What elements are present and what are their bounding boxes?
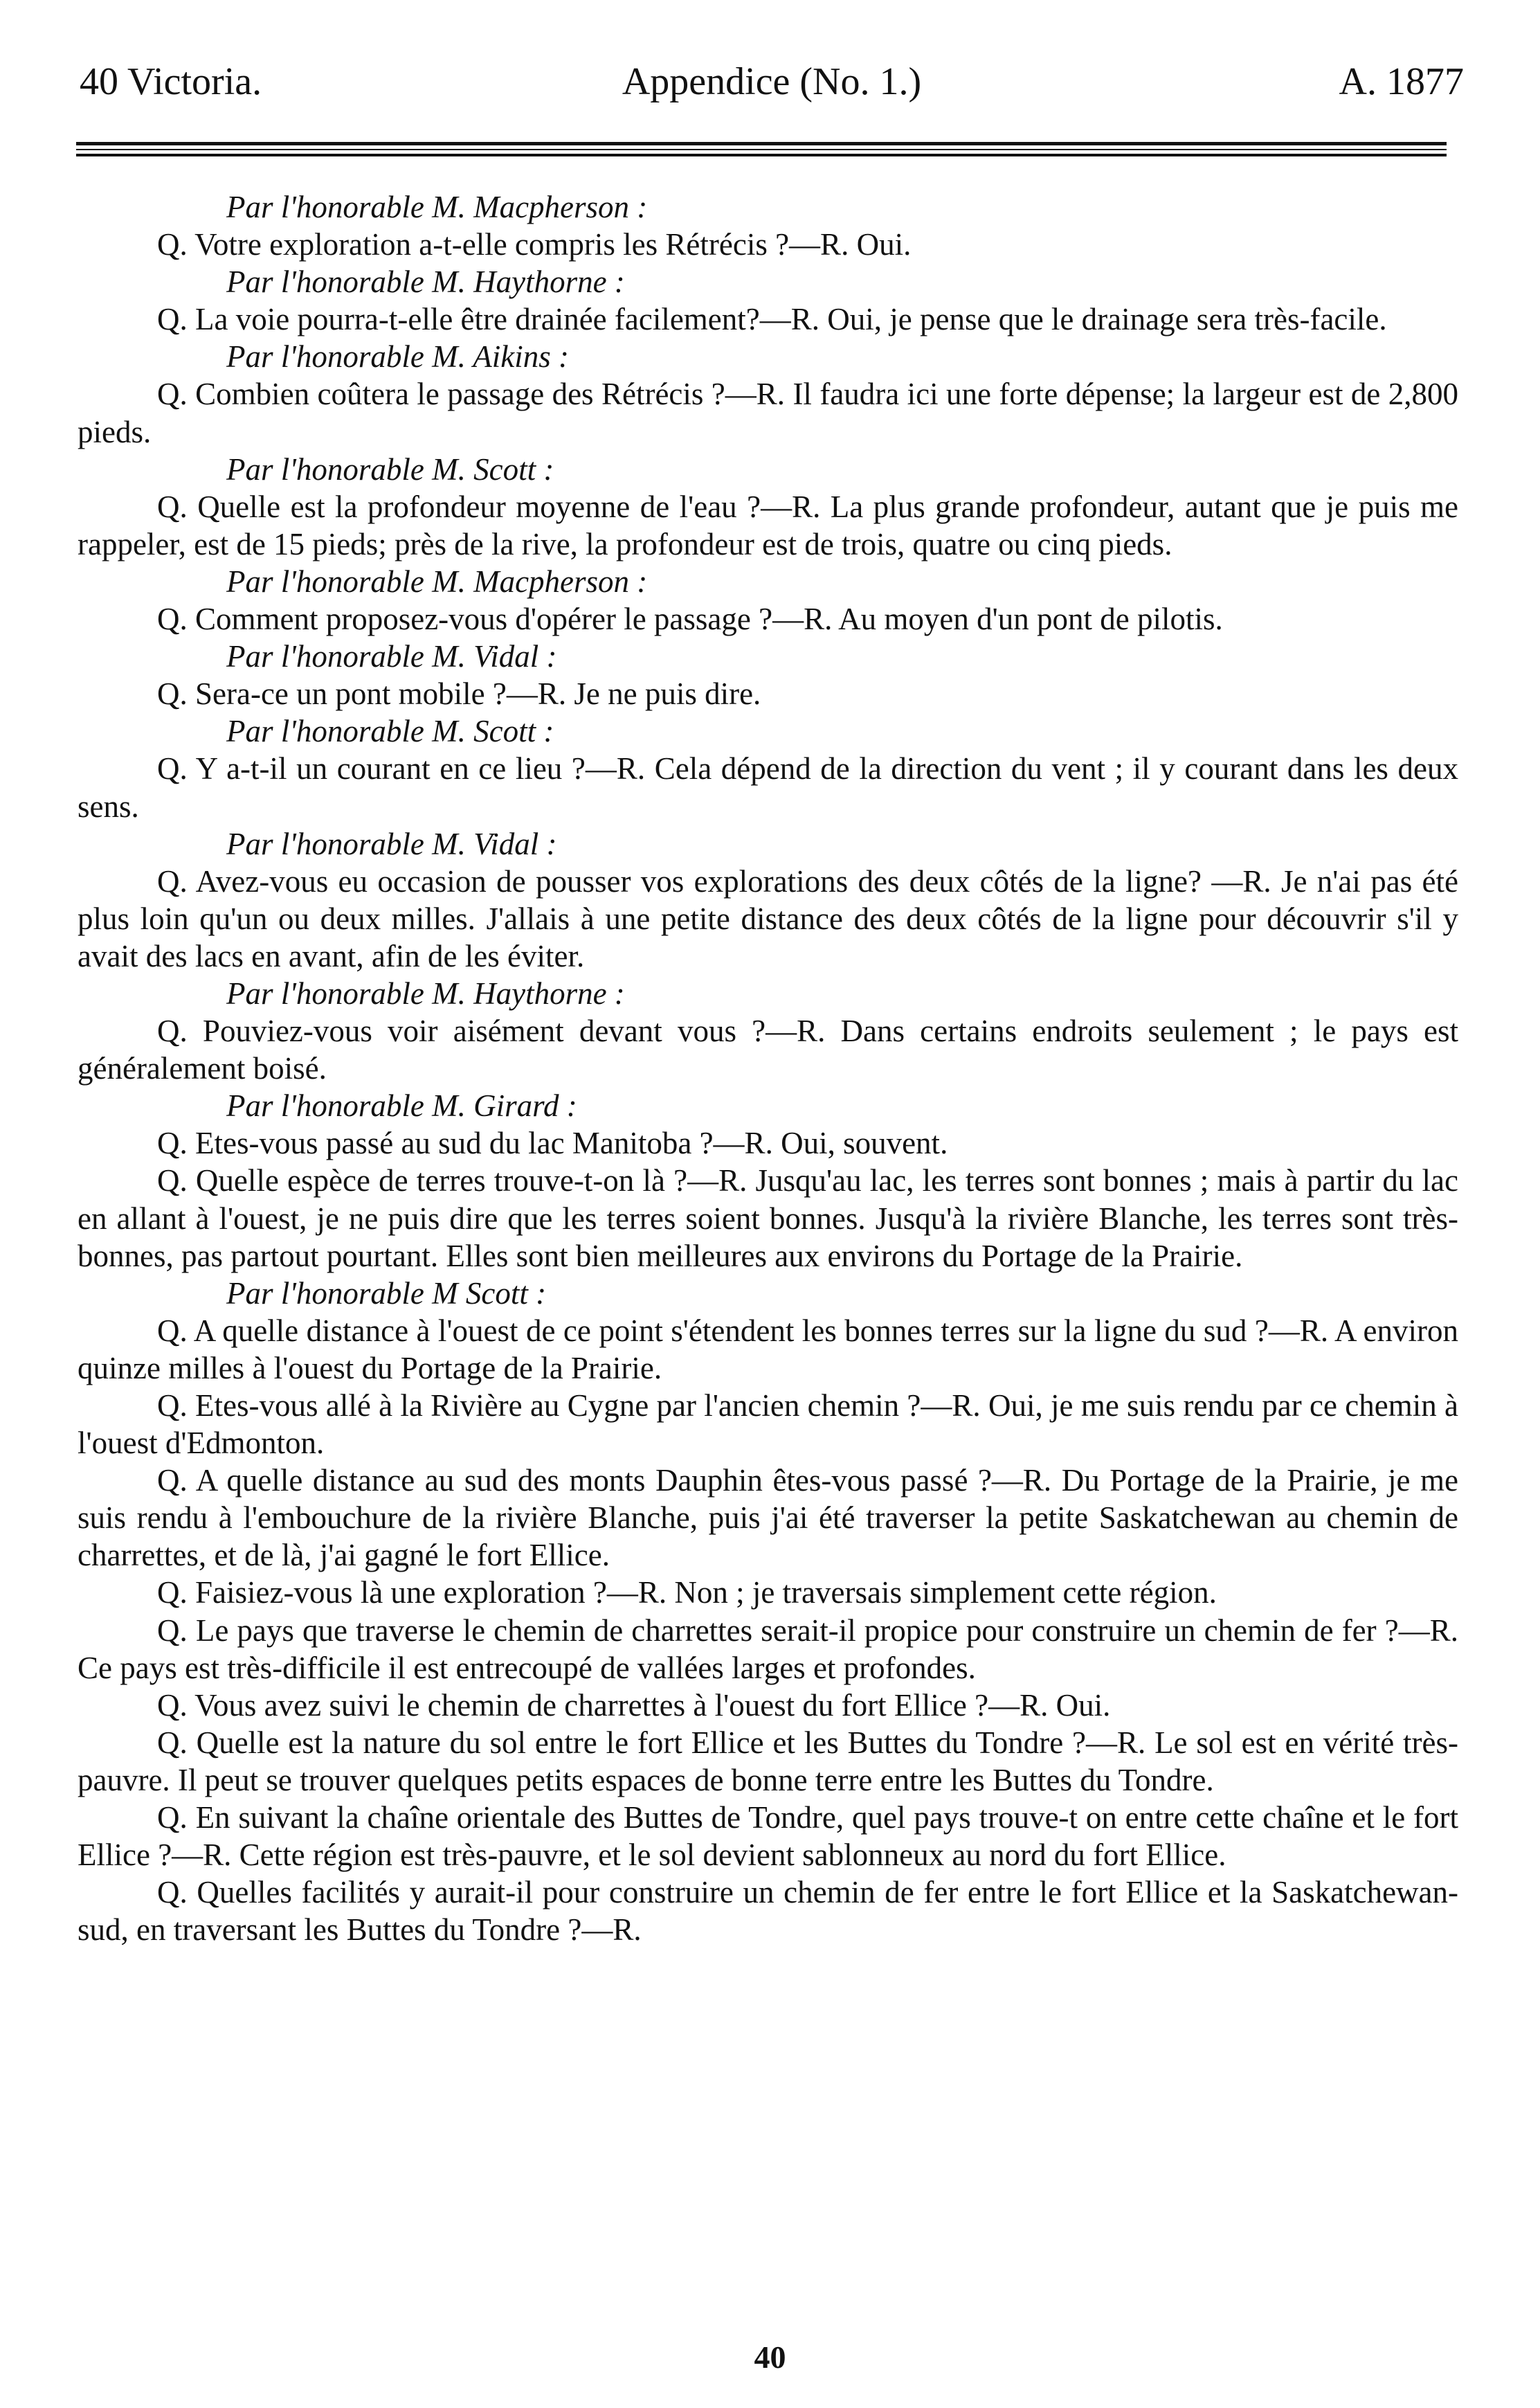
question-answer: Q. Quelle est la nature du sol entre le fort Ellice et les Buttes du Tondre ?—R. Le sol est en vérité très-pauvre. Il peut se trouver quelques petits espaces de bonne terre entre les Buttes du Tondre.	[78, 1725, 1458, 1797]
question-answer: Q. A quelle distance à l'ouest de ce point s'étendent les bonnes terres sur la ligne du sud ?—R. A environ quinze milles à l'ouest du Portage de la Prairie.	[78, 1313, 1458, 1385]
speaker-heading: Par l'honorable M Scott :	[226, 1275, 547, 1311]
header-year: A. 1877	[1339, 60, 1464, 103]
speaker-heading: Par l'honorable M. Haythorne :	[226, 264, 625, 300]
speaker-heading: Par l'honorable M. Macpherson :	[226, 564, 648, 599]
question-answer: Q. Combien coûtera le passage des Rétrécis ?—R. Il faudra ici une forte dépense; la largeur est de 2,800 pieds.	[78, 377, 1458, 449]
question-answer: Q. Pouviez-vous voir aisément devant vous ?—R. Dans certains endroits seulement ; le pays est généralement boisé.	[78, 1014, 1458, 1086]
question-answer: Q. Etes-vous passé au sud du lac Manitoba ?—R. Oui, souvent.	[157, 1126, 948, 1161]
question-answer: Q. Etes-vous allé à la Rivière au Cygne par l'ancien chemin ?—R. Oui, je me suis rendu par ce chemin à l'ouest d'Edmonton.	[78, 1388, 1458, 1461]
speaker-heading: Par l'honorable M. Vidal :	[226, 826, 557, 861]
question-answer: Q. A quelle distance au sud des monts Dauphin êtes-vous passé ?—R. Du Portage de la Prairie, je me suis rendu à l'embouchure de la rivière Blanche, puis j'ai été traverser la petite Saskatchewan au chemin de charrettes, et de là, j'ai gagné le fort Ellice.	[78, 1463, 1458, 1573]
header-rule	[76, 149, 1447, 150]
header-rule	[76, 142, 1447, 145]
question-answer: Q. Le pays que traverse le chemin de charrettes serait-il propice pour construire un chemin de fer ?—R. Ce pays est très-difficile il est entrecoupé de vallées larges et profondes.	[78, 1612, 1458, 1685]
speaker-heading: Par l'honorable M. Haythorne :	[226, 976, 625, 1011]
header-title: Appendice (No. 1.)	[622, 60, 922, 103]
header-session: 40 Victoria.	[80, 60, 262, 103]
speaker-heading: Par l'honorable M. Aikins :	[226, 339, 569, 375]
speaker-heading: Par l'honorable M. Vidal :	[226, 639, 557, 674]
question-answer: Q. Votre exploration a-t-elle compris les Rétrécis ?—R. Oui.	[157, 227, 912, 262]
question-answer: Q. Vous avez suivi le chemin de charrettes à l'ouest du fort Ellice ?—R. Oui.	[157, 1687, 1111, 1723]
question-answer: Q. En suivant la chaîne orientale des Buttes de Tondre, quel pays trouve-t on entre cette chaîne et le fort Ellice ?—R. Cette région est très-pauvre, et le sol devient sablonneux au nord du fort Ellice.	[78, 1800, 1458, 1873]
question-answer: Q. Y a-t-il un courant en ce lieu ?—R. Cela dépend de la direction du vent ; il y courant dans les deux sens.	[78, 751, 1458, 824]
question-answer: Q. Avez-vous eu occasion de pousser vos explorations des deux côtés de la ligne? —R. Je n'ai pas été plus loin qu'un ou deux milles. J'allais à une petite distance des deux côtés de la ligne pour découvrir s'il y avait des lacs en avant, afin de les éviter.	[78, 863, 1458, 973]
speaker-heading: Par l'honorable M. Scott :	[226, 714, 554, 749]
question-answer: Q. Quelle espèce de terres trouve-t-on là ?—R. Jusqu'au lac, les terres sont bonnes ; mais à partir du lac en allant à l'ouest, je ne puis dire que les terres soient bonnes. Jusqu'à la rivière Blanche, les terres sont très-bonnes, pas partout pourtant. Elles sont bien meilleures aux environs du Portage de la Prairie.	[78, 1163, 1458, 1273]
speaker-heading: Par l'honorable M. Girard :	[226, 1088, 577, 1124]
question-answer: Q. Faisiez-vous là une exploration ?—R. Non ; je traversais simplement cette région.	[157, 1575, 1217, 1610]
header-rule	[76, 154, 1447, 156]
speaker-heading: Par l'honorable M. Macpherson :	[226, 190, 648, 224]
question-answer: Q. Quelle est la profondeur moyenne de l'eau ?—R. La plus grande profondeur, autant que je puis me rappeler, est de 15 pieds; près de la rive, la profondeur est de trois, quatre ou cinq pieds.	[78, 489, 1458, 561]
page-number: 40	[754, 2339, 786, 2375]
question-answer: Q. Quelles facilités y aurait-il pour construire un chemin de fer entre le fort Ellice et la Saskatchewan-sud, en traversant les Buttes du Tondre ?—R.	[78, 1875, 1458, 1948]
question-answer: Q. La voie pourra-t-elle être drainée facilement?—R. Oui, je pense que le drainage sera très-facile.	[157, 302, 1387, 337]
testimony-body	[78, 188, 1458, 1948]
running-header	[80, 54, 1464, 109]
question-answer: Q. Sera-ce un pont mobile ?—R. Je ne puis dire.	[157, 676, 761, 712]
question-answer: Q. Comment proposez-vous d'opérer le passage ?—R. Au moyen d'un pont de pilotis.	[157, 602, 1223, 637]
speaker-heading: Par l'honorable M. Scott :	[226, 451, 554, 487]
